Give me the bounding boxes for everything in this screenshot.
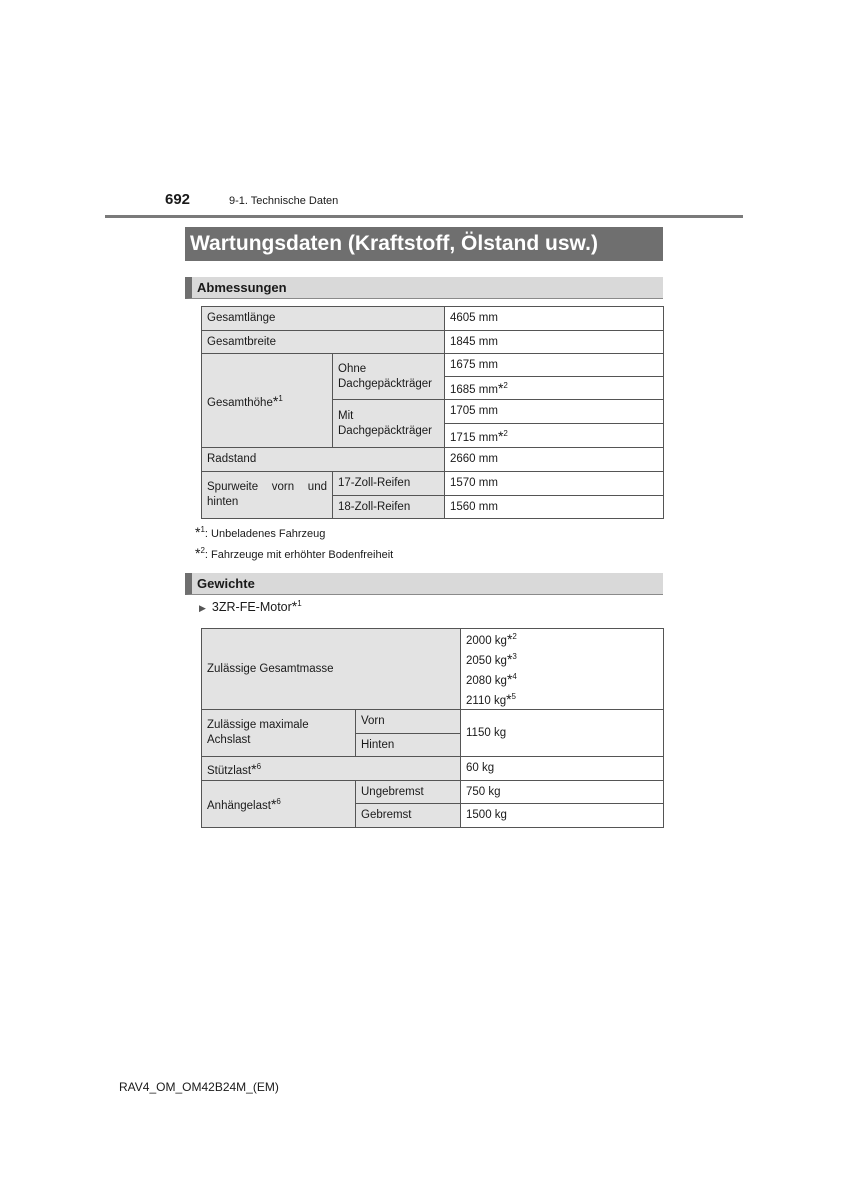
label-unbraked: Ungebremst [356, 781, 461, 804]
label-17-inch: 17-Zoll-Reifen [333, 472, 445, 496]
value-length: 4605 mm [445, 307, 664, 331]
engine-label [199, 598, 302, 614]
weights-table [201, 628, 664, 828]
section-heading-weights: Gewichte [185, 573, 663, 595]
footnote-star-icon: * [291, 598, 298, 614]
label-tongue-load [202, 757, 461, 781]
gross-mass-line [466, 669, 658, 689]
footnote-mark: 4 [512, 672, 517, 681]
value-with-rack-2 [445, 424, 664, 448]
table-row [202, 448, 664, 472]
footnote-star-icon: * [497, 380, 504, 396]
label-text: Anhängelast [207, 800, 271, 812]
label-18-inch: 18-Zoll-Reifen [333, 496, 445, 519]
label-track: Spurweite vorn und hinten [202, 472, 333, 519]
footnote-star-icon: * [270, 796, 277, 812]
label-rear: Hinten [356, 734, 461, 757]
label-length: Gesamtlänge [202, 307, 445, 331]
value-text: 2000 kg [466, 635, 507, 647]
gross-mass-line [466, 689, 658, 709]
page-title: Wartungsdaten (Kraftstoff, Ölstand usw.) [185, 227, 663, 261]
footnote-star-icon: * [506, 651, 513, 667]
footnote-mark: 2 [512, 632, 517, 641]
gross-mass-line [466, 629, 658, 649]
table-row [202, 781, 664, 804]
footnote-mark: 1 [297, 599, 302, 608]
footnote-2 [195, 545, 393, 561]
label-wheelbase: Radstand [202, 448, 445, 472]
label-width: Gesamtbreite [202, 331, 445, 354]
value-without-rack-2 [445, 377, 664, 400]
header-divider [105, 215, 743, 218]
label-without-rack: Ohne Dachgepäckträger [333, 354, 445, 400]
footnote-mark: 2 [200, 546, 205, 555]
footnote-star-icon: * [506, 631, 513, 647]
value-tongue-load: 60 kg [461, 757, 664, 781]
value-braked: 1500 kg [461, 804, 664, 828]
value-text: 1685 mm [450, 384, 498, 396]
footnote-text: : Unbeladenes Fahrzeug [204, 528, 326, 540]
table-row [202, 710, 664, 734]
footnote-text: : Fahrzeuge mit erhöhter Bodenfreiheit [204, 549, 394, 561]
footnote-star-icon: * [251, 760, 257, 777]
value-18-inch: 1560 mm [445, 496, 664, 519]
value-text: 2110 kg [466, 695, 507, 707]
value-axle-load: 1150 kg [461, 710, 664, 757]
table-row [202, 472, 664, 496]
footnote-star-icon: * [272, 392, 279, 409]
value-text: 1715 mm [450, 431, 498, 444]
section-reference: 9-1. Technische Daten [229, 195, 339, 207]
value-without-rack-1: 1675 mm [445, 354, 664, 377]
label-height-text: Gesamthöhe [207, 396, 273, 409]
label-gross-mass: Zulässige Gesamtmasse [202, 629, 461, 710]
footnote-mark: 2 [503, 428, 508, 438]
engine-label-text: 3ZR-FE-Motor [211, 600, 292, 614]
footnote-star-icon: * [506, 671, 513, 687]
footnote-star-icon: * [195, 545, 201, 561]
value-17-inch: 1570 mm [445, 472, 664, 496]
table-row [202, 629, 664, 710]
table-row [202, 307, 664, 331]
value-gross-mass [461, 629, 664, 710]
label-text: Stützlast [207, 764, 252, 777]
label-height [202, 354, 333, 448]
footnote-mark: 6 [256, 761, 262, 771]
value-width: 1845 mm [445, 331, 664, 354]
table-row [202, 354, 664, 377]
footnote-mark: 1 [200, 525, 205, 534]
label-front: Vorn [356, 710, 461, 734]
footnote-mark: 1 [278, 393, 283, 403]
table-row [202, 331, 664, 354]
dimensions-table [201, 306, 664, 519]
footnote-1 [195, 524, 325, 540]
value-text: 2080 kg [466, 675, 507, 687]
label-trailer-load [202, 781, 356, 828]
footnote-mark: 3 [512, 652, 517, 661]
footnote-star-icon: * [506, 691, 512, 707]
document-code: RAV4_OM_OM42B24M_(EM) [119, 1080, 279, 1094]
footnote-mark: 6 [276, 797, 281, 806]
footnote-mark: 5 [511, 692, 516, 701]
footnote-star-icon: * [195, 524, 201, 540]
table-row [202, 757, 664, 781]
gross-mass-line [466, 649, 658, 669]
label-axle-load: Zulässige maximale Achslast [202, 710, 356, 757]
value-with-rack-1: 1705 mm [445, 400, 664, 424]
footnote-star-icon: * [497, 427, 504, 444]
value-wheelbase: 2660 mm [445, 448, 664, 472]
triangle-bullet-icon: ▶ [199, 603, 206, 613]
label-with-rack: Mit Dachgepäckträger [333, 400, 445, 448]
label-braked: Gebremst [356, 804, 461, 828]
value-text: 2050 kg [466, 655, 507, 667]
footnote-mark: 2 [503, 381, 508, 390]
value-unbraked: 750 kg [461, 781, 664, 804]
section-heading-dimensions: Abmessungen [185, 277, 663, 299]
page-number: 692 [165, 191, 191, 208]
